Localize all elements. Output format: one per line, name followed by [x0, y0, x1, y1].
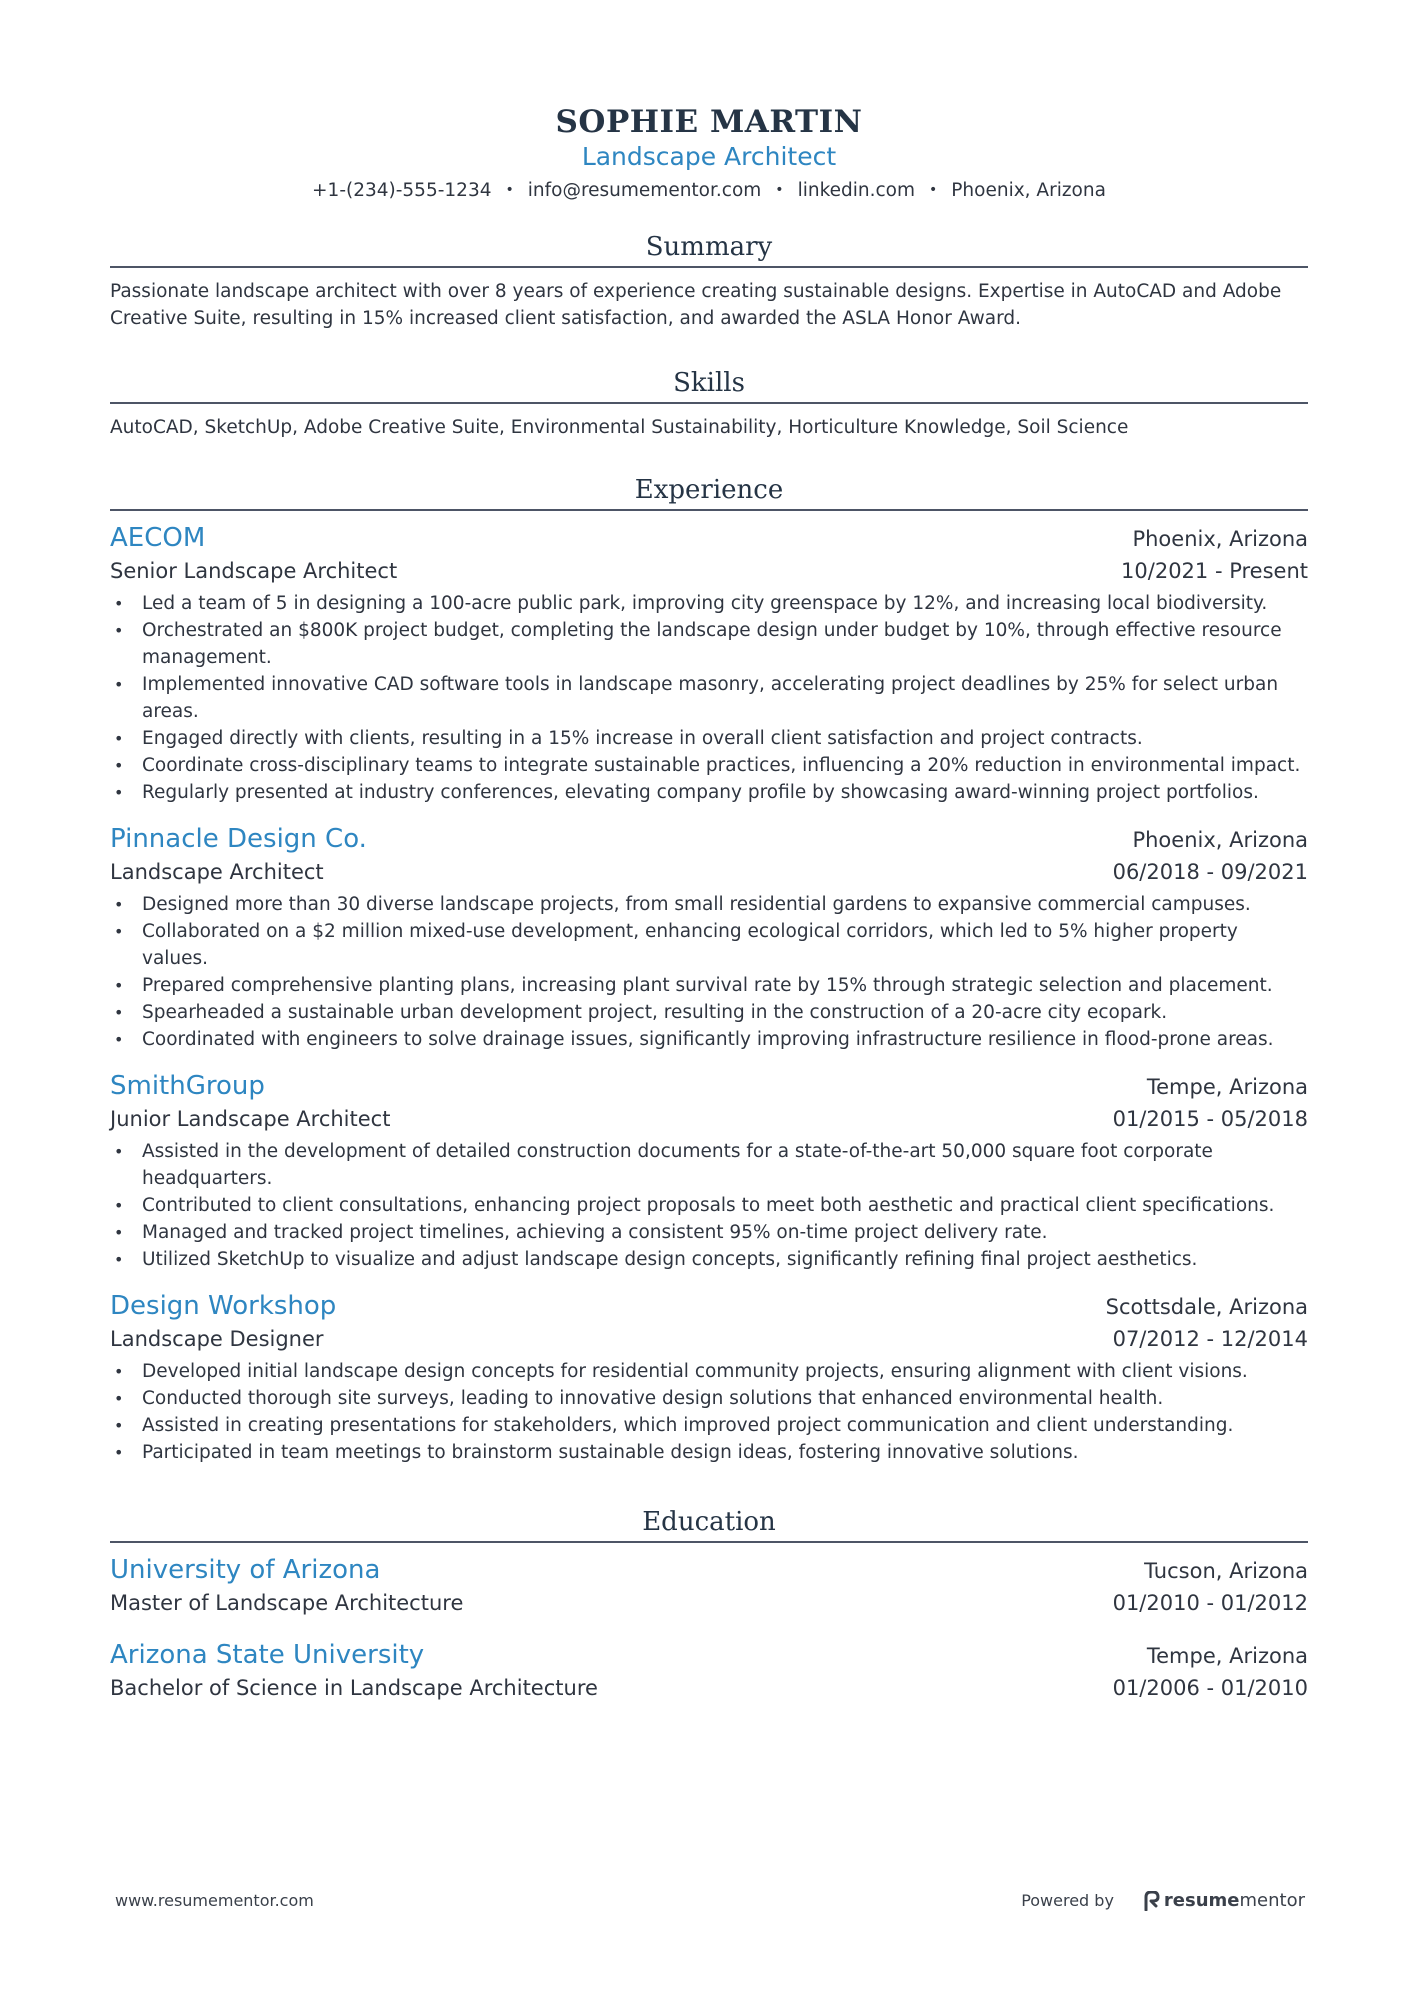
skills-text: AutoCAD, SketchUp, Adobe Creative Suite, Environmental Sustainability, Horticulture Knowledge, Soil Science — [110, 417, 1129, 438]
experience-section — [110, 474, 1308, 1466]
list-item: • Spearheaded a sustainable urban development project, resulting in the construction of a 20-acre city ecopark. — [110, 999, 1308, 1026]
list-item: • Engaged directly with clients, resulting in a 15% increase in overall client satisfaction and project contracts. — [110, 725, 1308, 752]
list-item: • Led a team of 5 in designing a 100-acre public park, improving city greenspace by 12%, and increasing local biodiversity. — [110, 590, 1308, 617]
list-item: • Developed initial landscape design concepts for residential community projects, ensuring alignment with client visions. — [110, 1358, 1308, 1385]
degree-dates: 01/2006 - 01/2010 — [1112, 1676, 1308, 1700]
contact-location: Phoenix, Arizona — [951, 180, 1106, 201]
section-divider — [110, 402, 1308, 404]
job-dates: 07/2012 - 12/2014 — [1112, 1327, 1308, 1351]
section-title-summary: Summary — [645, 232, 773, 262]
education-entry — [110, 1638, 1308, 1703]
job-location: Tempe, Arizona — [1146, 1075, 1308, 1099]
job-bullets — [110, 1358, 1308, 1466]
contact-separator: • — [929, 182, 938, 198]
job-title: Senior Landscape Architect — [110, 559, 398, 583]
contact-linkedin[interactable]: linkedin.com — [797, 180, 916, 201]
powered-by — [1021, 1890, 1305, 1911]
job-location: Phoenix, Arizona — [1132, 828, 1308, 852]
job-location: Phoenix, Arizona — [1132, 527, 1308, 551]
school-name: Arizona State University — [110, 1640, 425, 1670]
list-item: • Participated in team meetings to brainstorm sustainable design ideas, fostering innovative solutions. — [110, 1439, 1308, 1466]
job-company: AECOM — [110, 523, 206, 553]
job-dates: 06/2018 - 09/2021 — [1112, 860, 1308, 884]
section-divider — [110, 266, 1308, 268]
resume-header — [110, 0, 1308, 204]
skills-section — [110, 367, 1308, 441]
section-divider — [110, 1541, 1308, 1543]
job-dates: 01/2015 - 05/2018 — [1112, 1107, 1308, 1131]
resume-page — [110, 0, 1308, 1703]
section-title-experience: Experience — [634, 475, 784, 505]
resumementor-logo[interactable] — [1144, 1890, 1305, 1911]
job-location: Scottsdale, Arizona — [1105, 1295, 1308, 1319]
list-item: • Managed and tracked project timelines, achieving a consistent 95% on-time project delivery rate. — [110, 1219, 1308, 1246]
job-entry — [110, 521, 1308, 806]
job-bullets — [110, 891, 1308, 1053]
section-divider — [110, 509, 1308, 511]
powered-by-label: Powered by — [1021, 1891, 1114, 1910]
page-footer — [115, 1890, 1305, 1911]
list-item: • Designed more than 30 diverse landscape projects, from small residential gardens to expansive commercial campuses. — [110, 891, 1308, 918]
list-item: • Utilized SketchUp to visualize and adjust landscape design concepts, significantly refining final project aesthetics. — [110, 1246, 1308, 1273]
list-item: • Collaborated on a $2 million mixed-use development, enhancing ecological corridors, which led to 5% higher property values. — [110, 918, 1308, 972]
contact-separator: • — [775, 182, 784, 198]
contact-email[interactable]: info@resumementor.com — [527, 180, 762, 201]
contact-separator: • — [505, 182, 514, 198]
job-company: Design Workshop — [110, 1291, 337, 1321]
list-item: • Assisted in creating presentations for stakeholders, which improved project communication and client understanding. — [110, 1412, 1308, 1439]
degree-dates: 01/2010 - 01/2012 — [1112, 1591, 1308, 1615]
job-title: Junior Landscape Architect — [110, 1107, 391, 1131]
logo-text-bold: resume — [1163, 1890, 1240, 1911]
list-item: • Conducted thorough site surveys, leading to innovative design solutions that enhanced environmental health. — [110, 1385, 1308, 1412]
job-title: Landscape Designer — [110, 1327, 324, 1351]
list-item: • Coordinated with engineers to solve drainage issues, significantly improving infrastructure resilience in flood-prone areas. — [110, 1026, 1308, 1053]
job-bullets — [110, 590, 1308, 806]
job-entry — [110, 822, 1308, 1053]
summary-text: Passionate landscape architect with over 8 years of experience creating sustainable designs. Expertise in AutoCAD and Adobe Creative Suite, resulting in 15% increased client satisfaction, and awarded the ASLA Honor Award. — [110, 281, 1282, 329]
list-item: • Implemented innovative CAD software tools in landscape masonry, accelerating project deadlines by 25% for select urban areas. — [110, 671, 1308, 725]
job-company: SmithGroup — [110, 1071, 265, 1101]
contact-line — [110, 179, 1308, 204]
education-section — [110, 1506, 1308, 1703]
list-item: • Assisted in the development of detailed construction documents for a state-of-the-art 50,000 square foot corporate headquarters. — [110, 1138, 1308, 1192]
degree-name: Bachelor of Science in Landscape Architecture — [110, 1676, 598, 1700]
job-company: Pinnacle Design Co. — [110, 824, 367, 854]
list-item: • Prepared comprehensive planting plans, increasing plant survival rate by 15% through strategic selection and placement. — [110, 972, 1308, 999]
job-bullets — [110, 1138, 1308, 1273]
school-name: University of Arizona — [110, 1555, 381, 1585]
job-title: Landscape Architect — [110, 860, 324, 884]
resumementor-logo-icon — [1144, 1891, 1160, 1911]
list-item: • Regularly presented at industry conferences, elevating company profile by showcasing award-winning project portfolios. — [110, 779, 1308, 806]
candidate-name: SOPHIE MARTIN — [555, 104, 863, 140]
job-entry — [110, 1289, 1308, 1466]
summary-section — [110, 231, 1308, 332]
list-item: • Coordinate cross-disciplinary teams to integrate sustainable practices, influencing a 20% reduction in environmental impact. — [110, 752, 1308, 779]
job-dates: 10/2021 - Present — [1121, 559, 1308, 583]
school-location: Tempe, Arizona — [1146, 1644, 1308, 1668]
degree-name: Master of Landscape Architecture — [110, 1591, 464, 1615]
footer-url[interactable]: www.resumementor.com — [115, 1891, 314, 1910]
section-title-education: Education — [642, 1507, 776, 1537]
list-item: • Orchestrated an $800K project budget, completing the landscape design under budget by 10%, through effective resource management. — [110, 617, 1308, 671]
candidate-role: Landscape Architect — [581, 142, 837, 171]
education-entry — [110, 1553, 1308, 1618]
school-location: Tucson, Arizona — [1144, 1559, 1308, 1583]
logo-text-light: mentor — [1239, 1890, 1305, 1911]
section-title-skills: Skills — [673, 368, 745, 398]
contact-phone: +1-(234)-555-1234 — [312, 180, 492, 201]
list-item: • Contributed to client consultations, enhancing project proposals to meet both aesthetic and practical client specifications. — [110, 1192, 1308, 1219]
job-entry — [110, 1069, 1308, 1273]
